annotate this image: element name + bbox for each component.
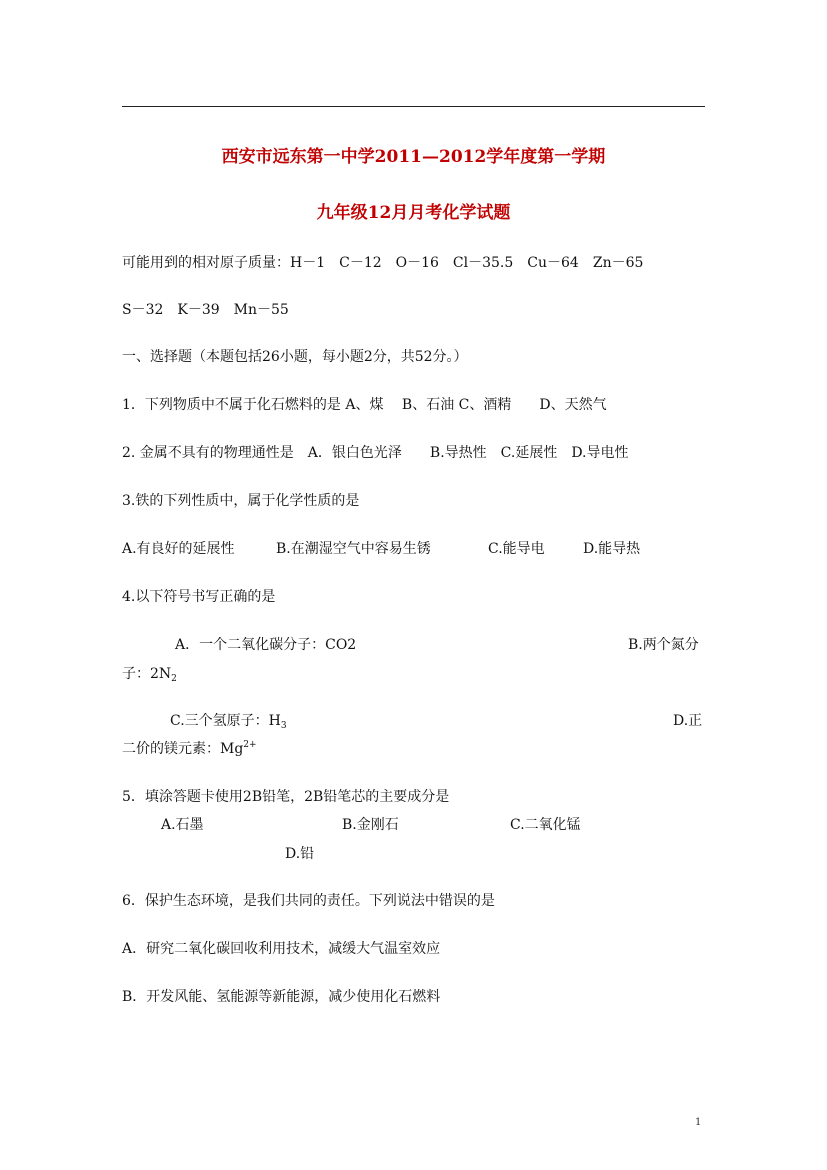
question-1: 1．下列物质中不属于化石燃料的是 A、煤 B、石油 C、酒精 D、天然气	[122, 397, 607, 413]
option-b-text: 子：2N	[122, 666, 172, 682]
question-5-option-d: D.铅	[285, 846, 315, 862]
question-6-stem: 6．保护生态环境，是我们共同的责任。下列说法中错误的是	[122, 893, 495, 909]
question-5-option-b: B.金刚石	[342, 817, 399, 833]
option-d-superscript: 2+	[243, 740, 257, 750]
question-4-option-d-part2	[122, 738, 257, 758]
option-d-text: 二价的镁元素：Mg	[122, 741, 244, 757]
question-4-option-c	[170, 710, 287, 731]
option-b-subscript: 2	[171, 674, 177, 684]
question-5-option-a: A.石墨	[161, 817, 204, 833]
question-3-option-d: D.能导热	[583, 541, 641, 557]
option-c-text: C.三个氢原子：H	[170, 713, 281, 729]
header-rule	[122, 106, 705, 107]
question-4-option-b-part2	[122, 663, 177, 684]
question-4-option-a: A．一个二氧化碳分子：CO2	[175, 637, 357, 653]
question-3-option-a: A.有良好的延展性	[122, 541, 235, 557]
question-2: 2. 金属不具有的物理通性是 A．银白色光泽 B.导热性 C.延展性 D.导电性	[122, 445, 629, 461]
question-6-option-b: B．开发风能、氢能源等新能源，减少使用化石燃料	[122, 989, 441, 1005]
question-6-option-a: A．研究二氧化碳回收利用技术，减缓大气温室效应	[122, 941, 441, 957]
question-5-option-c: C.二氧化锰	[510, 817, 581, 833]
question-4-option-d-part1: D.正	[673, 713, 703, 729]
question-3-option-b: B.在潮湿空气中容易生锈	[276, 541, 431, 557]
atomic-mass-line2: S－32 K－39 Mn－55	[122, 302, 289, 318]
exam-title-line2: 九年级12月月考化学试题	[316, 203, 511, 223]
question-3-option-c: C.能导电	[488, 541, 545, 557]
question-4-option-b-part1: B.两个氮分	[628, 637, 699, 653]
question-5-stem: 5．填涂答题卡使用2B铅笔，2B铅笔芯的主要成分是	[122, 789, 450, 805]
option-c-subscript: 3	[280, 721, 287, 731]
section-heading: 一、选择题（本题包括26小题，每小题2分，共52分。）	[122, 349, 468, 365]
page-number: 1	[695, 1117, 702, 1128]
question-4-stem: 4.以下符号书写正确的是	[122, 589, 276, 605]
exam-title-line1: 西安市远东第一中学2011—2012学年度第一学期	[221, 147, 606, 167]
question-3-stem: 3.铁的下列性质中，属于化学性质的是	[122, 493, 360, 509]
atomic-mass-line1: 可能用到的相对原子质量：H－1 C－12 O－16 Cl－35.5 Cu－64 Zn－65	[122, 255, 644, 271]
